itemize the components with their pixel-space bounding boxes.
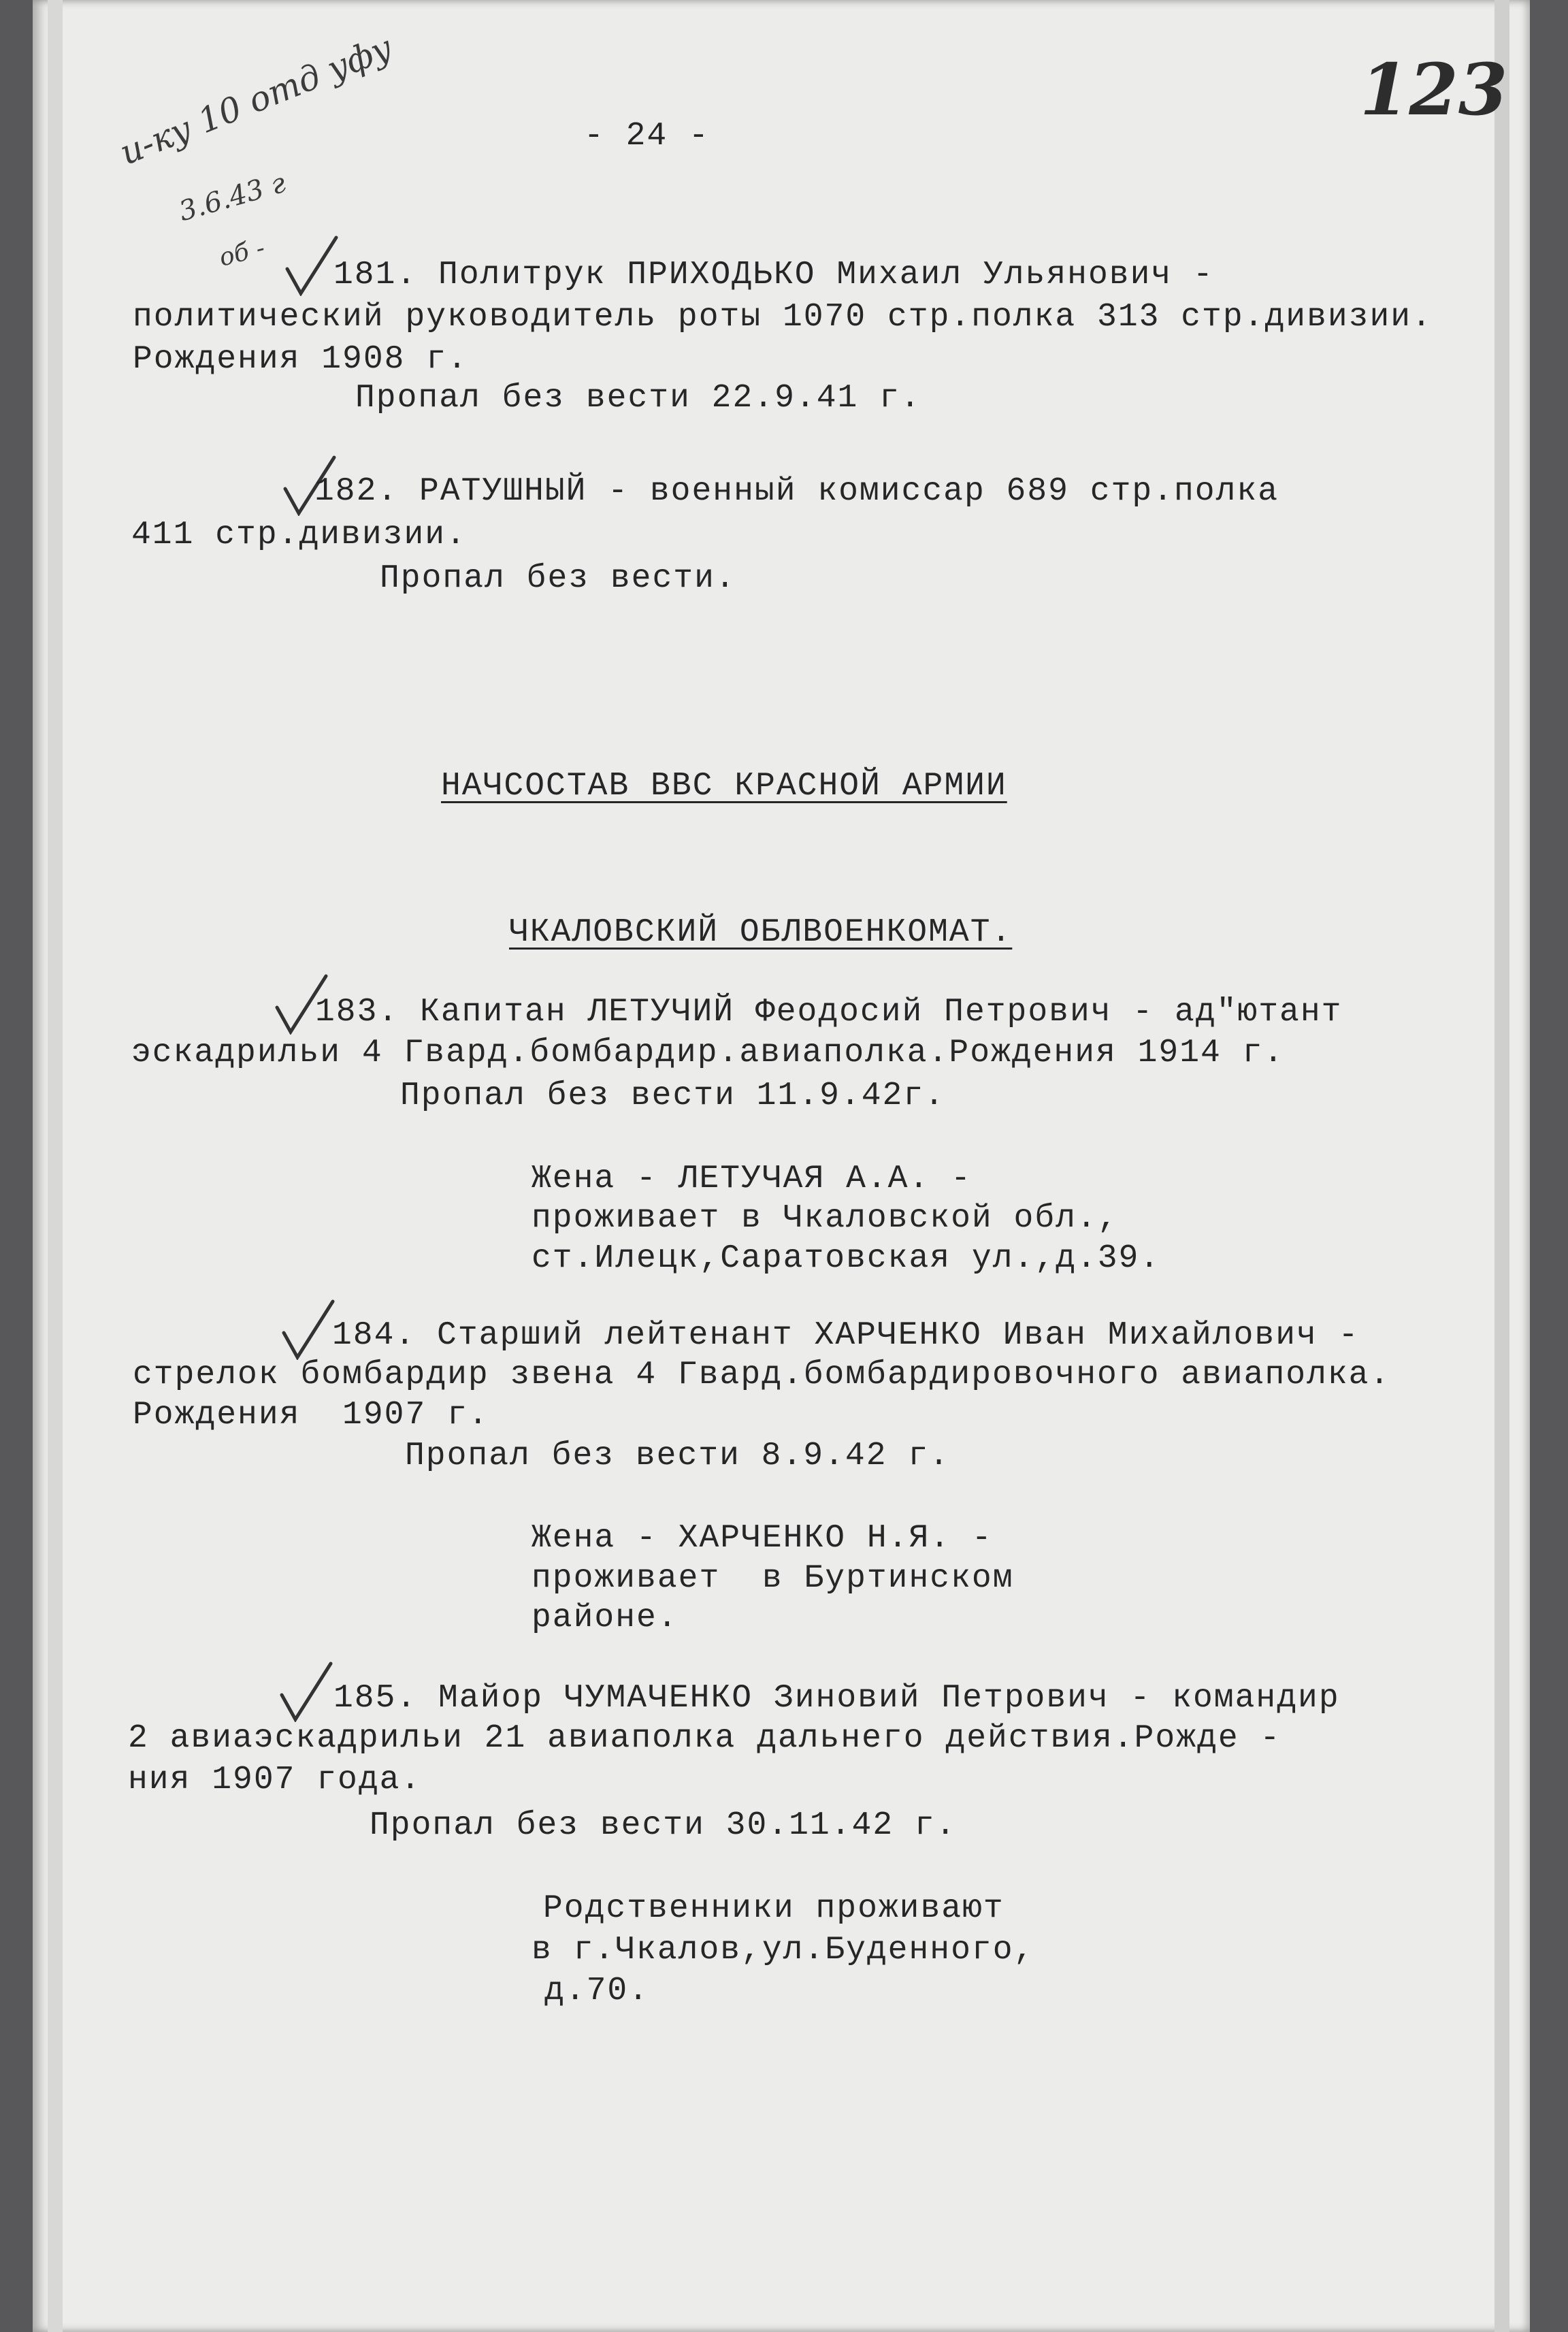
entry-182-line-1: 182. РАТУШНЫЙ - военный комиссар 689 стр.полка xyxy=(314,473,1279,510)
entry-183-relative-2: проживает в Чкаловской обл., xyxy=(532,1200,1119,1237)
entry-181-line-1: 181. Политрук ПРИХОДЬКО Михаил Ульянович - xyxy=(333,257,1214,293)
margin-note-line-1: и-ку 10 отд уфу xyxy=(114,27,398,173)
entry-184-status: Пропал без вести 8.9.42 г. xyxy=(405,1438,950,1474)
margin-note-line-2: 3.6.43 г xyxy=(176,167,289,228)
entry-184-relative-1: Жена - ХАРЧЕНКО Н.Я. - xyxy=(532,1520,993,1557)
entry-184-line-1: 184. Старший лейтенант ХАРЧЕНКО Иван Михайлович - xyxy=(332,1317,1360,1354)
entry-182-status: Пропал без вести. xyxy=(380,560,736,597)
entry-184-line-2: стрелок бомбардир звена 4 Гвард.бомбардировочного авиаполка. xyxy=(133,1357,1391,1393)
check-mark-icon xyxy=(281,1299,336,1360)
check-mark-icon xyxy=(284,235,339,296)
sheet-number: 123 xyxy=(1360,48,1508,131)
entry-181-status: Пропал без вести 22.9.41 г. xyxy=(355,380,921,417)
entry-183-line-2: эскадрильи 4 Гвард.бомбардир.авиаполка.Рождения 1914 г. xyxy=(131,1035,1285,1071)
entry-181-line-2: политический руководитель роты 1070 стр.полка 313 стр.дивизии. xyxy=(133,299,1433,336)
margin-note-line-3: об - xyxy=(216,233,268,272)
entry-185-line-2: 2 авиаэскадрильи 21 авиаполка дальнего действия.Рожде - xyxy=(128,1720,1281,1757)
entry-184-relative-3: районе. xyxy=(532,1600,679,1636)
page-left-edge xyxy=(48,0,63,2332)
page-number: - 24 - xyxy=(584,118,710,155)
entry-185-status: Пропал без вести 30.11.42 г. xyxy=(370,1807,957,1844)
entry-185-line-1: 185. Майор ЧУМАЧЕНКО Зиновий Петрович - командир xyxy=(333,1680,1340,1717)
entry-185-relative-3: д.70. xyxy=(544,1973,650,2009)
document-page xyxy=(33,0,1530,2332)
entry-182-line-2: 411 стр.дивизии. xyxy=(131,517,467,553)
section-heading: НАЧСОСТАВ ВВС КРАСНОЙ АРМИИ xyxy=(441,768,1007,805)
entry-183-relative-1: Жена - ЛЕТУЧАЯ А.А. - xyxy=(532,1161,972,1197)
section-subheading: ЧКАЛОВСКИЙ ОБЛВОЕНКОМАТ. xyxy=(509,914,1013,951)
entry-183-status: Пропал без вести 11.9.42г. xyxy=(400,1078,945,1114)
page-right-edge xyxy=(1494,0,1509,2332)
check-mark-icon xyxy=(279,1661,333,1722)
entry-183-relative-3: ст.Илецк,Саратовская ул.,д.39. xyxy=(532,1240,1161,1277)
entry-185-relative-1: Родственники проживают xyxy=(543,1890,1004,1927)
entry-185-relative-2: в г.Чкалов,ул.Буденного, xyxy=(532,1932,1035,1969)
entry-183-line-1: 183. Капитан ЛЕТУЧИЙ Феодосий Петрович - ад"ютант xyxy=(315,994,1343,1031)
entry-181-line-3: Рождения 1908 г. xyxy=(133,341,468,378)
entry-185-line-3: ния 1907 года. xyxy=(128,1762,422,1798)
entry-184-line-3: Рождения 1907 г. xyxy=(133,1397,489,1434)
entry-184-relative-2: проживает в Буртинском xyxy=(532,1560,1014,1597)
